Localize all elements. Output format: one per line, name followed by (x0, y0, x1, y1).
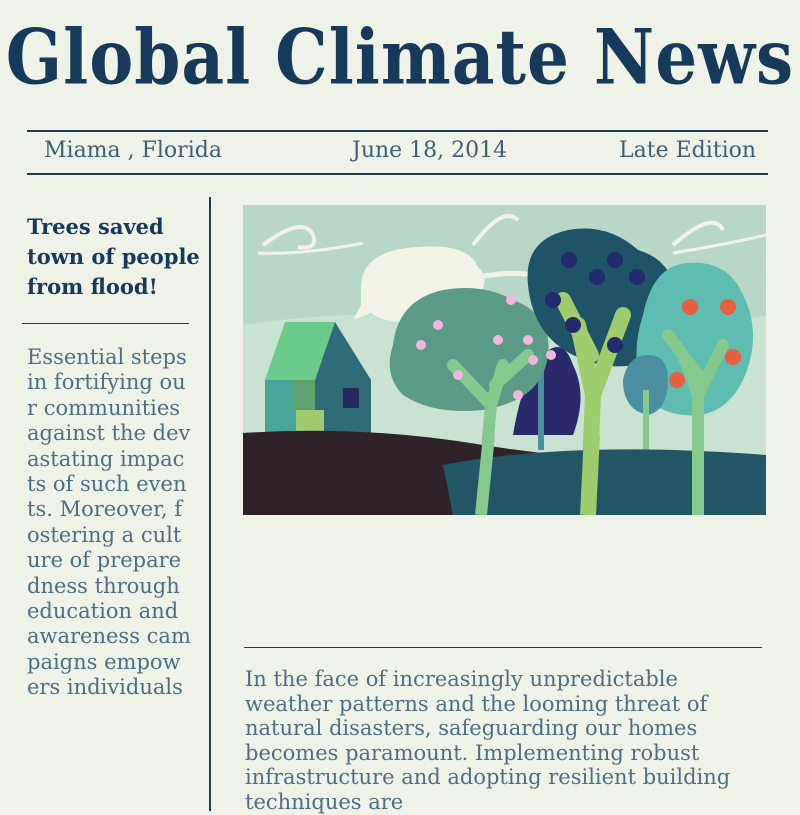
main-article-rule (244, 647, 762, 648)
masthead-title: Global Climate News (5, 12, 795, 102)
main-article-text: In the face of increasingly unpredictable weather patterns and the looming threat of natural disasters, safeguarding our homes becomes paramount. Implementing robust infrastructure and adopting resilient building techniques are (245, 667, 731, 814)
dateline-location: Miama , Florida (44, 138, 222, 163)
article-illustration (243, 205, 766, 515)
top-rule (27, 130, 768, 132)
sidebar-article-text: Essential steps in fortifying our communities against the devastating impacts of such events. Moreover, fostering a culture of preparedness through education and awareness campaigns empowers individuals (27, 345, 191, 700)
sidebar-headline: Trees saved town of people from flood! (27, 214, 200, 299)
bottom-rule (27, 173, 768, 175)
dateline-edition: Late Edition (619, 138, 757, 163)
column-divider (209, 197, 211, 811)
dateline-date: June 18, 2014 (352, 138, 508, 163)
sidebar-rule (22, 323, 189, 324)
